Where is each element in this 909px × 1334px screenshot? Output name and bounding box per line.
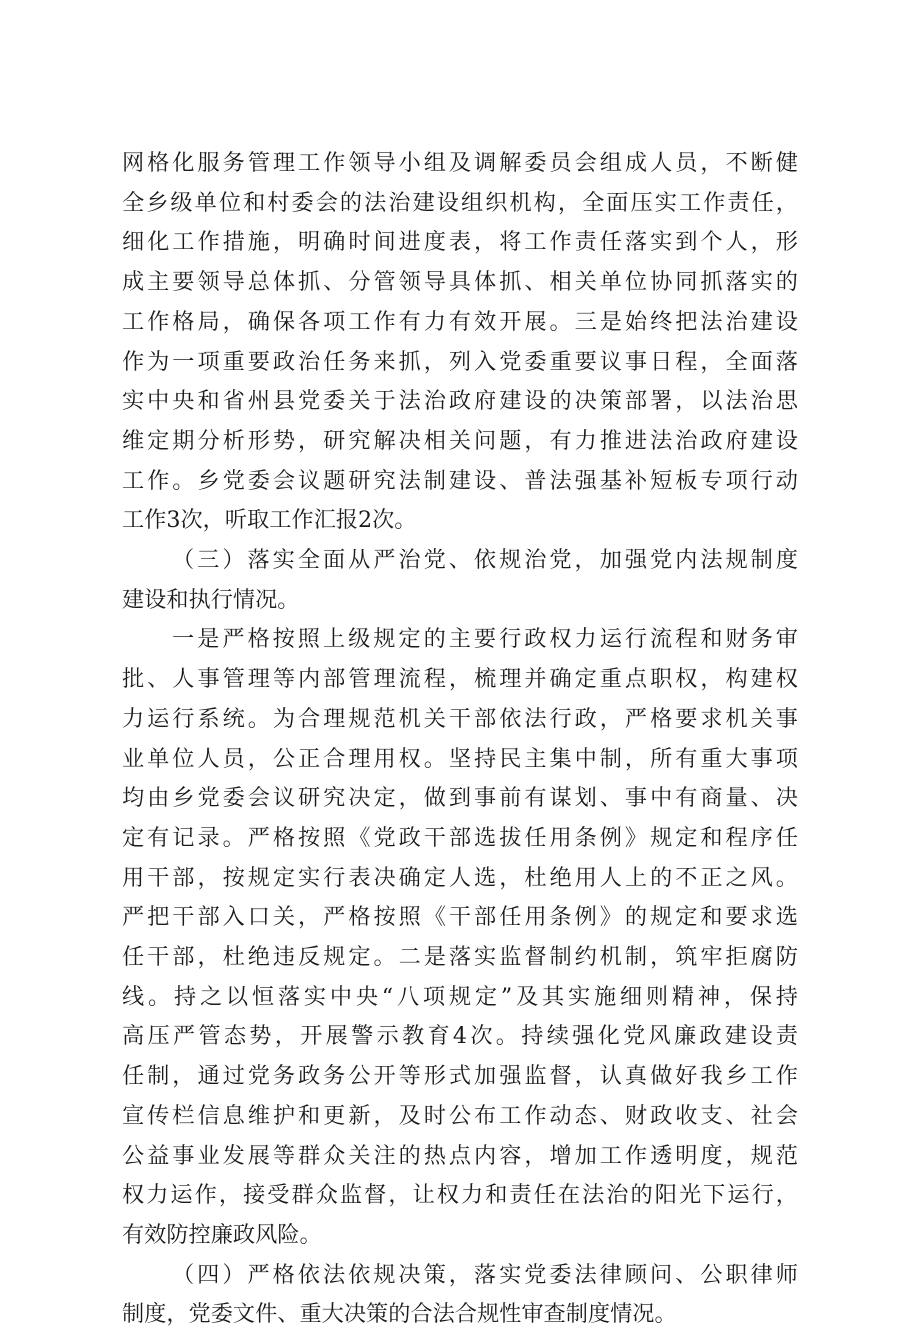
text-line: 工作3次，听取工作汇报2次。 (122, 507, 417, 534)
text-line: 成主要领导总体抓、分管领导具体抓、相关单位协同抓落实的 (122, 269, 798, 296)
text-line: 均由乡党委会议研究决定，做到事前有谋划、事中有商量、决 (122, 785, 798, 812)
text-line: 有效防控廉政风险。 (122, 1221, 322, 1248)
text-line: 网格化服务管理工作领导小组及调解委员会组成人员，不断健 (122, 150, 798, 176)
text-line: 任制，通过党务政务公开等形式加强监督，认真做好我乡工作 (122, 1063, 798, 1090)
text-line: （三）落实全面从严治党、依规治党，加强党内法规制度 (172, 547, 798, 573)
text-line: 一是严格按照上级规定的主要行政权力运行流程和财务审 (172, 626, 798, 653)
text-line: 业单位人员，公正合理用权。坚持民主集中制，所有重大事项 (122, 745, 798, 772)
text-line: 权力运作，接受群众监督，让权力和责任在法治的阳光下运行， (122, 1182, 798, 1209)
text-line: 作为一项重要政治任务来抓，列入党委重要议事日程，全面落 (122, 348, 798, 375)
text-line: 制度，党委文件、重大决策的合法合规性审查制度情况。 (122, 1301, 677, 1328)
text-line: 全乡级单位和村委会的法治建设组织机构，全面压实工作责任， (122, 189, 798, 216)
text-line: 公益事业发展等群众关注的热点内容，增加工作透明度，规范 (122, 1142, 798, 1169)
text-line: 实中央和省州县党委关于法治政府建设的决策部署，以法治思 (122, 388, 798, 415)
text-line: 批、人事管理等内部管理流程，梳理并确定重点职权，构建权 (122, 666, 798, 693)
text-line: 定有记录。严格按照《党政干部选拔任用条例》规定和程序任 (122, 824, 798, 851)
text-line: 工作。乡党委会议题研究法制建设、普法强基补短板专项行动 (122, 467, 798, 494)
text-line: 用干部，按规定实行表决确定人选，杜绝用人上的不正之风。 (122, 864, 798, 891)
text-line: 细化工作措施，明确时间进度表，将工作责任落实到个人，形 (122, 229, 798, 256)
text-line: 宣传栏信息维护和更新，及时公布工作动态、财政收支、社会 (122, 1102, 798, 1129)
text-line: 线。持之以恒落实中央“八项规定”及其实施细则精神，保持 (122, 983, 798, 1010)
text-line: 严把干部入口关，严格按照《干部任用条例》的规定和要求选 (122, 904, 798, 931)
text-line: 高压严管态势，开展警示教育4次。持续强化党风廉政建设责 (122, 1023, 798, 1050)
text-line: （四）严格依法依规决策，落实党委法律顾问、公职律师 (172, 1261, 798, 1288)
text-line: 力运行系统。为合理规范机关干部依法行政，严格要求机关事 (122, 705, 798, 732)
text-line: 工作格局，确保各项工作有力有效开展。三是始终把法治建设 (122, 308, 798, 335)
text-line: 维定期分析形势，研究解决相关问题，有力推进法治政府建设 (122, 427, 798, 454)
text-line: 任干部，杜绝违反规定。二是落实监督制约机制，筑牢拒腐防 (122, 944, 798, 970)
text-line: 建设和执行情况。 (122, 586, 300, 613)
